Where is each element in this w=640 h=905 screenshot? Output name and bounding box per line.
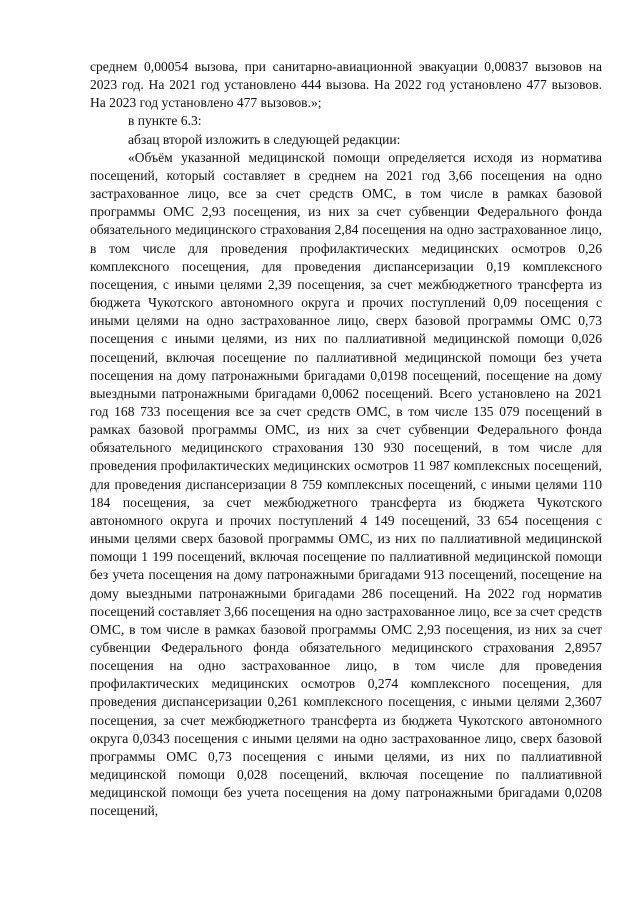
paragraph-continuation: среднем 0,00054 вызова, при санитарно-авиационной эвакуации 0,00837 вызовов на 2023 год. На 2021 год установлено 444 вызова. На 2022 год установлено 477 вызовов. На 2023 год установлено 477 вызовов.»;: [90, 59, 602, 111]
paragraph-instruction: абзац второй изложить в следующей редакции:: [128, 131, 401, 147]
paragraph-item-6-3: в пункте 6.3:: [128, 113, 202, 129]
paragraph-main-text: «Объём указанной медицинской помощи определяется исходя из норматива посещений, который составляет в среднем на 2021 год 3,66 посещения на одно застрахованное лицо, все за счет средств ОМС, в том числе в рамках базовой программы ОМС 2,93 посещения, из них за счет субвенции Федерального фонда обязательного медицинского страхования 2,84 посещения на одно застрахованное лицо, в том числе для проведения профилактических медицинских осмотров 0,26 комплексного посещения, для проведения диспансеризации 0,19 комплексного посещения, с иными целями 2,39 посещения, за счет межбюджетного трансферта из бюджета Чукотского автономного округа и прочих поступлений 0,09 посещения с иными целями на одно застрахованное лицо, сверх базовой программы ОМС 0,73 посещения с иными целями, из них по паллиативной медицинской помощи 0,026 посещений, включая посещение по паллиативной медицинской помощи без учета посещения на дому патронажными бригадами 0,0198 посещений, посещение на дому выездными патронажными бригадами 0,0062 посещений. Всего установлено на 2021 год 168 733 посещения все за счет средств ОМС, в том числе 135 079 посещений в рамках базовой программы ОМС, из них за счет субвенции Федерального фонда обязательного медицинского страхования 130 930 посещений, в том числе для проведения профилактических медицинских осмотров 11 987 комплексных посещений, для проведения диспансеризации 8 759 комплексных посещений, с иными целями 110 184 посещения, за счет межбюджетного трансферта из бюджета Чукотского автономного округа и прочих поступлений 4 149 посещений, 33 654 посещения с иными целями сверх базовой программы ОМС, из них по паллиативной медицинской помощи 1 199 посещений, включая посещение по паллиативной медицинской помощи без учета посещения на дому патронажными бригадами 913 посещений, посещение на дому выездными патронажными бригадами 286 посещений. На 2022 год норматив посещений составляет 3,66 посещения на одно застрахованное лицо, все за счет средств ОМС, в том числе в рамках базовой программы ОМС 2,93 посещения, из них за счет субвенции Федерального фонда обязательного медицинского страхования 2,8957 посещения на одно застрахованное лицо, в том числе для проведения профилактических медицинских осмотров 0,274 комплексного посещения, для проведения диспансеризации 0,261 комплексного посещения, с иными целями 2,3607 посещения, за счет межбюджетного трансферта из бюджета Чукотского автономного округа 0,0343 посещения с иными целями на одно застрахованное лицо, сверх базовой программы ОМС 0,73 посещения с иными целями, из них по паллиативной медицинской помощи 0,028 посещений, включая посещение по паллиативной медицинской помощи без учета посещения на дому патронажными бригадами 0,0208 посещений,: [90, 149, 602, 819]
document-page: [90, 58, 602, 821]
